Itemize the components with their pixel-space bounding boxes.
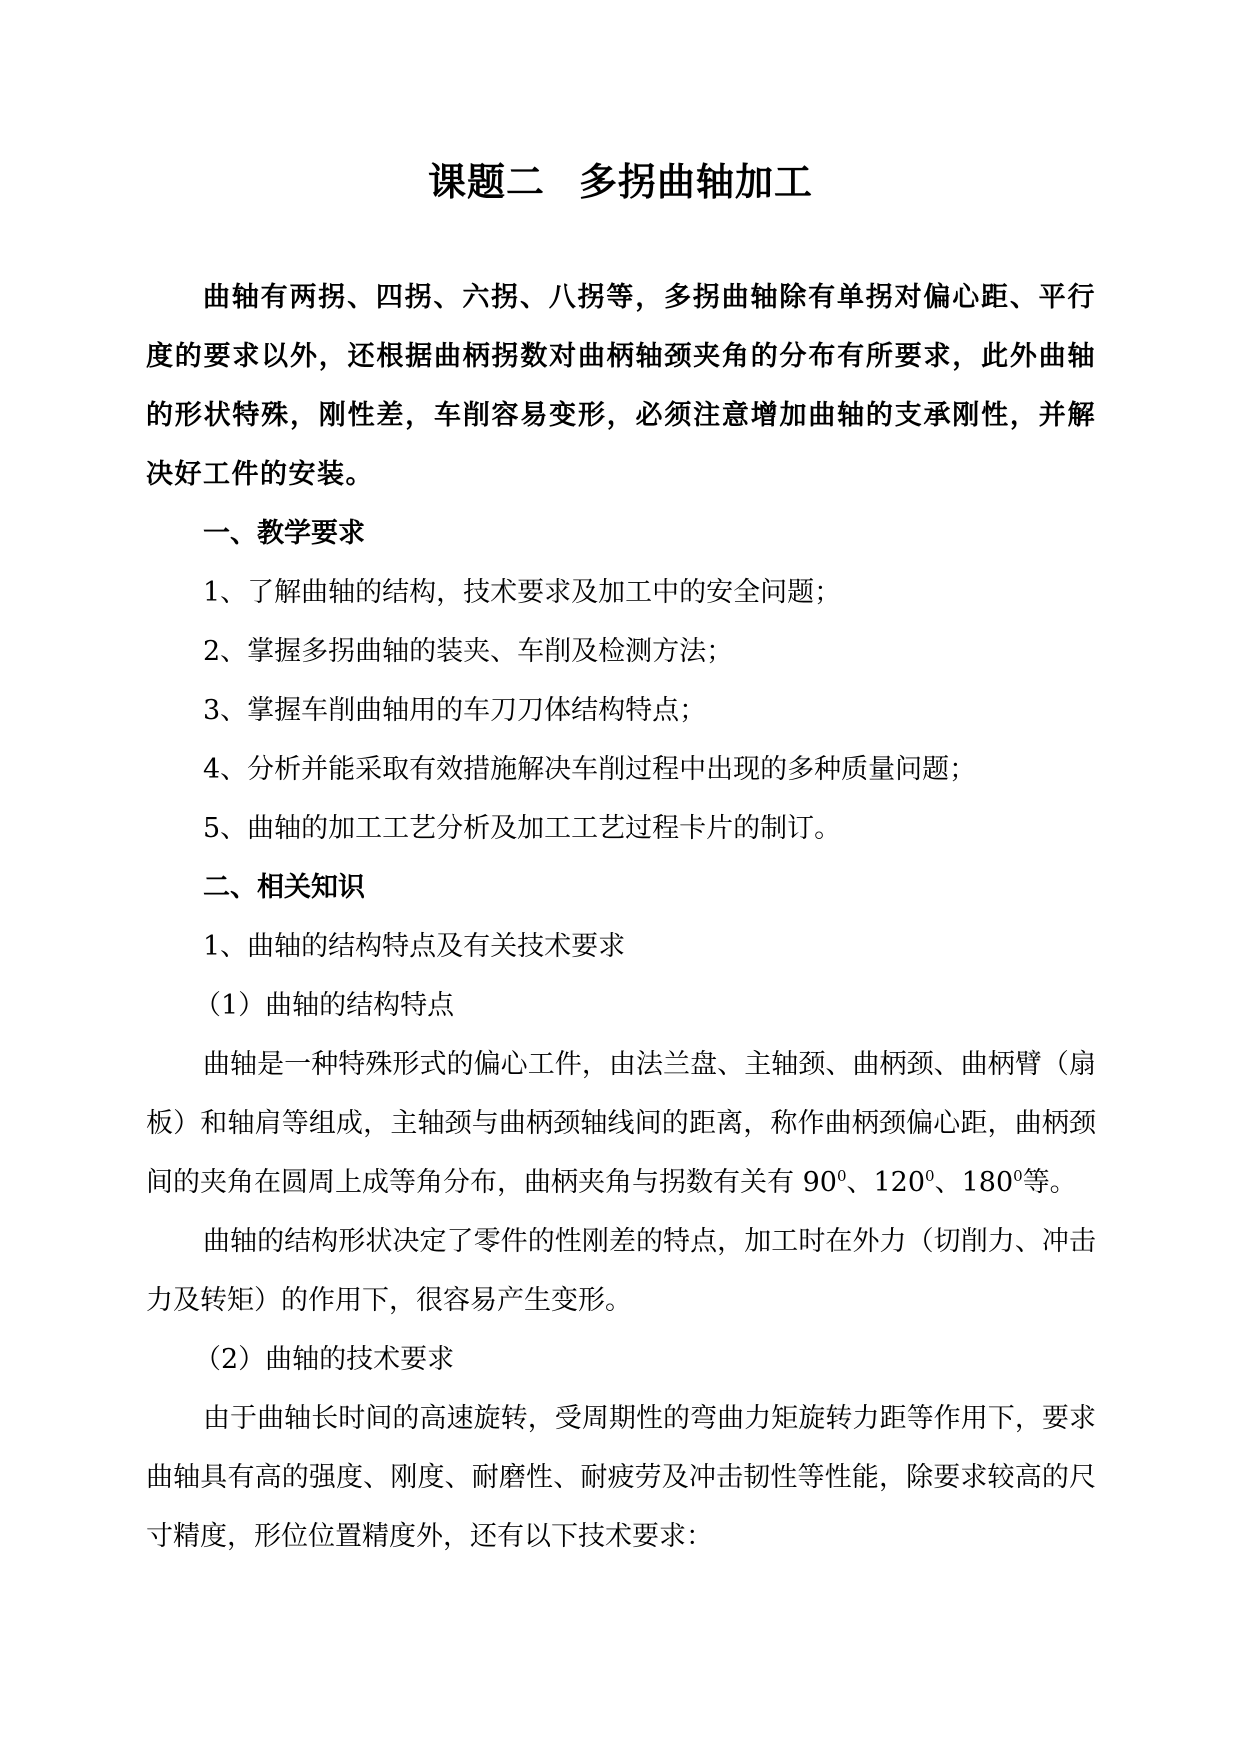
list-item: 5、曲轴的加工工艺分析及加工工艺过程卡片的制订。	[203, 813, 842, 844]
subsubsection-heading: （2）曲轴的技术要求	[194, 1344, 455, 1375]
subsubsection-heading: （1）曲轴的结构特点	[194, 990, 455, 1021]
requirements-paragraph: 由于曲轴长时间的高速旋转，受周期性的弯曲力矩旋转力距等作用下，要求曲轴具有高的强度、刚度、耐磨性、耐疲劳及冲击韧性等性能，除要求较高的尺寸精度，形位位置精度外，还有以下技术要求：	[146, 1403, 1096, 1552]
section-heading-teaching-requirements: 一、教学要求	[203, 518, 365, 549]
deformation-paragraph: 曲轴的结构形状决定了零件的性刚差的特点，加工时在外力（切削力、冲击力及转矩）的作用下，很容易产生变形。	[146, 1226, 1096, 1316]
list-item: 4、分析并能采取有效措施解决车削过程中出现的多种质量问题；	[203, 754, 977, 785]
subsection-heading: 1、曲轴的结构特点及有关技术要求	[203, 931, 626, 962]
list-item: 3、掌握车削曲轴用的车刀刀体结构特点；	[203, 695, 707, 726]
structure-paragraph: 曲轴是一种特殊形式的偏心工件，由法兰盘、主轴颈、曲柄颈、曲柄臂（扇板）和轴肩等组成，主轴颈与曲柄颈轴线间的距离，称作曲柄颈偏心距，曲柄颈间的夹角在圆周上成等角分布，曲柄夹角与拐数有关有 $90^0$、$120^0$、$180^0$等。	[146, 1049, 1096, 1198]
list-item: 1、了解曲轴的结构，技术要求及加工中的安全问题；	[203, 577, 842, 608]
section-heading-related-knowledge: 二、相关知识	[203, 872, 365, 903]
document-title	[0, 156, 1241, 208]
title-topic: 多拐曲轴加工	[579, 160, 814, 204]
intro-paragraph: 曲轴有两拐、四拐、六拐、八拐等，多拐曲轴除有单拐对偏心距、平行度的要求以外，还根据曲柄拐数对曲柄轴颈夹角的分布有所要求，此外曲轴的形状特殊，刚性差，车削容易变形，必须注意增加曲轴的支承刚性，并解决好工件的安装。	[146, 282, 1096, 490]
document-body	[146, 268, 1096, 1566]
list-item: 2、掌握多拐曲轴的装夹、车削及检测方法；	[203, 636, 734, 667]
title-lesson-number: 课题二	[427, 160, 545, 204]
